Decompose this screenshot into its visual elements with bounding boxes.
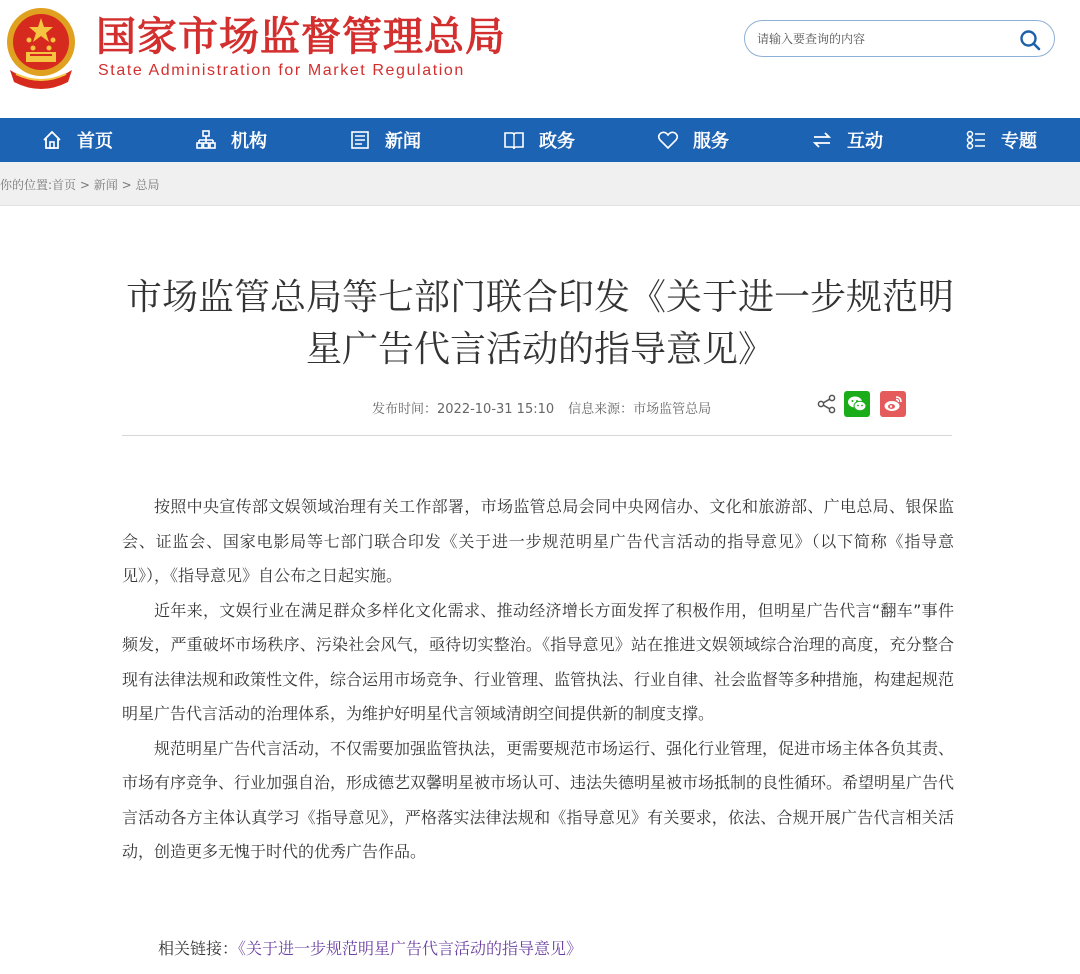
breadcrumb-separator: > (117, 178, 136, 192)
search-box (744, 20, 1055, 57)
site-name-chinese[interactable]: 国家市场监督管理总局 (96, 14, 506, 60)
nav-item-label: 专题 (1001, 131, 1037, 152)
breadcrumb (0, 176, 159, 193)
nav-item-label: 新闻 (385, 131, 421, 152)
nav-item-label: 互动 (847, 131, 883, 152)
nav-item-interaction[interactable] (770, 118, 924, 162)
breadcrumb-home[interactable]: 首页 (52, 178, 77, 192)
home-icon (41, 129, 63, 151)
site-name-english[interactable]: State Administration for Market Regulation (98, 62, 465, 79)
article-title: 市场监管总局等七部门联合印发《关于进一步规范明星广告代言活动的指导意见》 (125, 277, 954, 370)
article-paragraph: 按照中央宣传部文娱领域治理有关工作部署，市场监管总局会同中央网信办、文化和旅游部、广电总局、银保监会、证监会、国家电影局等七部门联合印发《关于进一步规范明星广告代言活动的指导意见》（以下简称《指导意见》），《指导意见》自公布之日起实施。 (122, 497, 954, 585)
news-icon (349, 129, 371, 151)
info-source: 信息来源：市场监管总局 (568, 402, 712, 417)
breadcrumb-separator: > (76, 178, 94, 192)
heart-icon (657, 129, 679, 151)
related-links-label: 相关链接： (158, 939, 239, 958)
nav-item-services[interactable] (616, 118, 770, 162)
breadcrumb-bar (0, 162, 1080, 206)
weibo-icon (883, 395, 903, 413)
national-emblem-icon[interactable] (2, 4, 80, 90)
article-paragraph: 规范明星广告代言活动，不仅需要加强监管执法，更需要规范市场运行、强化行业管理，促进市场主体各负其责、市场有序竞争、行业加强自治，形成德艺双馨明星被市场认可、违法失德明星被市场抵制的良性循环。希望明星广告代言活动各方主体认真学习《指导意见》，严格落实法律法规和《指导意见》有关要求，依法、合规开展广告代言相关活动，创造更多无愧于时代的优秀广告作品。 (122, 738, 955, 861)
nav-item-label: 服务 (693, 131, 729, 152)
nav-item-label: 机构 (231, 131, 267, 152)
exchange-icon (811, 129, 833, 151)
nav-item-affairs[interactable] (462, 118, 616, 162)
breadcrumb-news[interactable]: 新闻 (93, 178, 118, 192)
related-links (158, 936, 582, 959)
site-header (0, 0, 1080, 118)
nav-item-news[interactable] (308, 118, 462, 162)
article-meta (372, 398, 725, 417)
related-link[interactable]: 《关于进一步规范明星广告代言活动的指导意见》 (238, 939, 583, 958)
wechat-icon (847, 395, 867, 413)
breadcrumb-headquarters[interactable]: 总局 (135, 178, 160, 192)
share-icon[interactable] (816, 393, 838, 415)
nav-item-organization[interactable] (154, 118, 308, 162)
breadcrumb-prefix: 你的位置: (0, 178, 53, 192)
article-body (122, 490, 954, 870)
nav-item-label: 首页 (77, 131, 113, 152)
search-input[interactable] (757, 29, 1007, 49)
org-icon (195, 129, 217, 151)
nav-item-label: 政务 (539, 131, 575, 152)
nav-item-topics[interactable] (924, 118, 1078, 162)
share-bar (816, 391, 906, 417)
search-icon[interactable] (1018, 28, 1042, 52)
main-nav (0, 118, 1080, 162)
affairs-icon (503, 129, 525, 151)
weibo-share-button[interactable] (880, 391, 906, 417)
article-paragraph: 近年来，文娱行业在满足群众多样化文化需求、推动经济增长方面发挥了积极作用，但明星广告代言“翻车”事件频发，严重破坏市场秩序、污染社会风气，亟待切实整治。《指导意见》站在推进文娱领域综合治理的高度，充分整合现有法律法规和政策性文件，综合运用市场竞争、行业管理、监管执法、行业自律、社会监督等多种措施，构建起规范明星广告代言活动的治理体系，为维护好明星代言领域清朗空间提供新的制度支撑。 (122, 600, 955, 723)
topics-icon (965, 129, 987, 151)
nav-item-home[interactable] (0, 118, 154, 162)
title-divider (122, 435, 952, 436)
wechat-share-button[interactable] (844, 391, 870, 417)
publish-time: 发布时间：2022-10-31 15:10 (372, 402, 555, 417)
